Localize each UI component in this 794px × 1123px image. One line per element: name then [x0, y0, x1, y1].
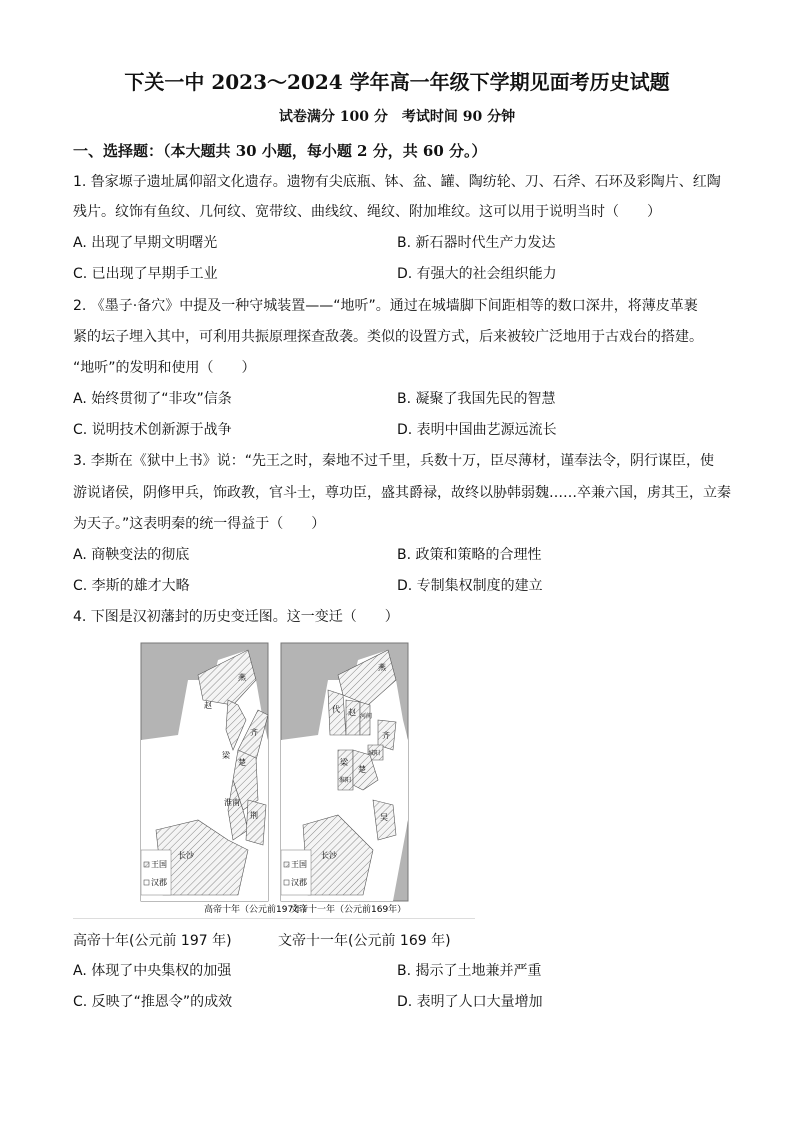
q2-option-c: C. 说明技术创新源于战争: [73, 422, 232, 438]
feudal-states-map-figure: [138, 640, 413, 918]
q3-option-b: B. 政策和策略的合理性: [397, 547, 542, 563]
map-label: 长沙: [321, 851, 337, 860]
q2-option-b: B. 凝聚了我国先民的智慧: [397, 391, 556, 407]
legend-kingdom: 王国: [151, 860, 167, 869]
q1-option-a: A. 出现了早期文明曙光: [73, 235, 218, 251]
map-label: 王国: [291, 860, 307, 869]
question-1-text: 1. 鲁家塬子遗址属仰韶文化遗存。遗物有尖底瓶、钵、盆、罐、陶纺轮、刀、石斧、石环及彩陶片、红陶: [73, 174, 721, 190]
map-label: 梁: [222, 751, 230, 760]
q2-option-d: D. 表明中国曲艺源远流长: [397, 422, 557, 438]
left-map-caption: 高帝十年（公元前197年）: [204, 905, 312, 915]
q3-option-c: C. 李斯的雄才大略: [73, 578, 190, 594]
map-label: 齐: [382, 731, 390, 740]
question-2-text: “地听”的发明和使用（ ）: [73, 360, 256, 376]
map-label: 汉郡: [291, 878, 307, 887]
question-4-text: 4. 下图是汉初藩封的历史变迁图。这一变迁（ ）: [73, 609, 399, 625]
map-label: 齐: [250, 728, 258, 737]
section-heading: 一、选择题：（本大题共 30 小题，每小题 2 分，共 60 分。）: [73, 142, 487, 160]
question-2-text: 紧的坛子埋入其中，可利用共振原理探查敌袭。类似的设置方式，后来被较广泛地用于古戏台的搭建。: [73, 329, 703, 345]
map-label: 楚: [238, 758, 246, 767]
map-label: 淮阳: [339, 777, 352, 784]
q1-option-b: B. 新石器时代生产力发达: [397, 235, 556, 251]
question-1-text: 残片。纹饰有鱼纹、几何纹、宽带纹、曲线纹、绳纹、附加堆纹。这可以用于说明当时（ ）: [73, 204, 661, 220]
page-title: 下关一中 2023～2024 学年高一年级下学期见面考历史试题: [124, 70, 670, 94]
map-label: 楚: [358, 765, 366, 774]
q4-option-c: C. 反映了“推恩令”的成效: [73, 994, 233, 1010]
figure-caption: 高帝十年(公元前 197 年) 文帝十一年(公元前 169 年): [73, 933, 451, 949]
map-label: 河间: [360, 713, 373, 720]
q3-option-a: A. 商鞅变法的彻底: [73, 547, 190, 563]
q4-option-b: B. 揭示了土地兼并严重: [397, 963, 542, 979]
q2-option-a: A. 始终贯彻了“非攻”信条: [73, 391, 232, 407]
figure-divider: [73, 918, 475, 919]
map-label: 赵: [204, 701, 212, 710]
question-3-text: 为天子。”这表明秦的统一得益于（ ）: [73, 516, 326, 532]
map-label: 代: [332, 705, 340, 714]
map-label: 淮南: [224, 798, 240, 807]
map-label: 城阳: [368, 750, 381, 757]
exam-info: 试卷满分 100 分 考试时间 90 分钟: [278, 109, 516, 125]
map-label: 吴: [380, 813, 388, 822]
map-label: 梁: [340, 758, 348, 767]
map-label: 长沙: [178, 851, 194, 860]
map-label: 燕: [378, 663, 386, 672]
q1-option-d: D. 有强大的社会组织能力: [397, 266, 557, 282]
q4-option-d: D. 表明了人口大量增加: [397, 994, 543, 1010]
question-3-text: 游说诸侯，阴修甲兵，饰政教，官斗士，尊功臣，盛其爵禄，故终以胁韩弱魏……卒兼六国，虏其王，立秦: [73, 485, 731, 501]
map-wendi-169bc: [281, 643, 408, 915]
q4-option-a: A. 体现了中央集权的加强: [73, 963, 232, 979]
right-map-caption: 文帝十一年（公元前169年）: [290, 905, 407, 915]
q3-option-d: D. 专制集权制度的建立: [397, 578, 543, 594]
map-label: 赵: [348, 708, 356, 717]
q1-option-c: C. 已出现了早期手工业: [73, 266, 218, 282]
question-3-text: 3. 李斯在《狱中上书》说：“先王之时，秦地不过千里，兵数十万，臣尽薄材，谨奉法令，阴行谋臣，使: [73, 453, 715, 469]
map-label: 荆: [250, 811, 258, 820]
map-label: 燕: [238, 673, 246, 682]
legend-commandery: 汉郡: [151, 878, 167, 887]
question-2-text: 2. 《墨子·备穴》中提及一种守城装置——“地听”。通过在城墙脚下间距相等的数口深井，将薄皮革裹: [73, 298, 698, 314]
